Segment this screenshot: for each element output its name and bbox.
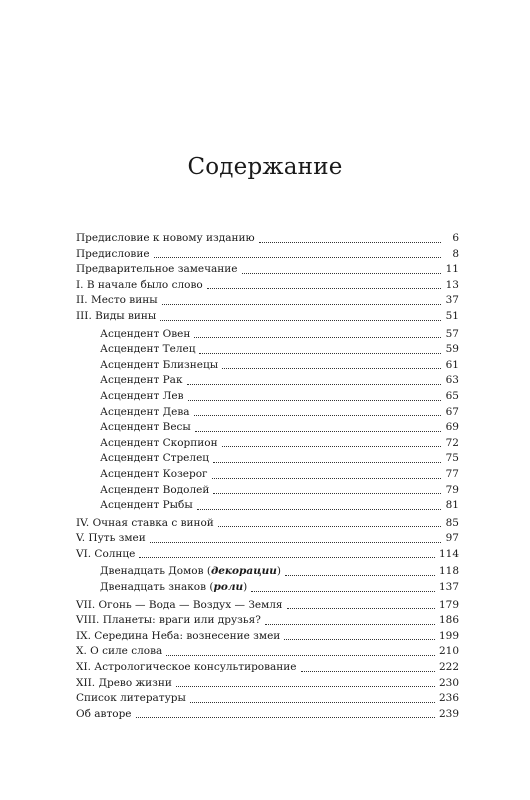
dot-leader — [190, 692, 435, 703]
dot-leader — [242, 263, 441, 274]
dot-leader — [251, 581, 435, 592]
toc-entry[interactable] — [76, 676, 459, 692]
toc-entry-page: 239 — [438, 707, 459, 720]
toc-entry-page: 61 — [445, 358, 459, 371]
dot-leader — [187, 374, 441, 385]
toc-subentry[interactable] — [76, 436, 459, 452]
dot-leader — [195, 421, 441, 432]
toc-entry-emphasis: роли — [213, 581, 244, 594]
toc-entry[interactable] — [76, 691, 459, 707]
dot-leader — [285, 565, 435, 576]
dot-leader — [213, 452, 441, 463]
toc-entry[interactable] — [76, 231, 459, 247]
toc-entry-page: 11 — [445, 263, 459, 276]
toc-entry[interactable] — [76, 547, 459, 563]
toc-entry-label: VI. Солнце — [76, 547, 136, 560]
dot-leader — [136, 707, 435, 718]
dot-leader — [166, 645, 435, 656]
toc-entry-label: Асцендент Дева — [100, 405, 190, 418]
toc-entry-label: Асцендент Рак — [100, 374, 183, 387]
toc-entry[interactable] — [76, 531, 459, 547]
toc-entry[interactable] — [76, 660, 459, 676]
toc-entry-page: 186 — [438, 614, 459, 627]
toc-entry-page: 37 — [445, 294, 459, 307]
toc-entry-page: 69 — [445, 421, 459, 434]
dot-leader — [162, 294, 441, 305]
toc-subentry[interactable] — [76, 327, 459, 343]
toc-entry[interactable] — [76, 644, 459, 660]
dot-leader — [194, 405, 441, 416]
dot-leader — [259, 232, 441, 243]
dot-leader — [222, 436, 441, 447]
dot-leader — [199, 343, 441, 354]
toc-entry-page: 79 — [445, 483, 459, 496]
dot-leader — [265, 614, 435, 625]
toc-entry-page: 8 — [452, 247, 459, 260]
toc-subentry[interactable] — [76, 389, 459, 405]
toc-subentry[interactable] — [76, 373, 459, 389]
toc-entry-label: II. Место вины — [76, 294, 158, 307]
toc-subentry[interactable] — [76, 498, 459, 514]
toc-entry-label: V. Путь змеи — [76, 532, 146, 545]
toc-entry[interactable] — [76, 629, 459, 645]
toc-entry-page: 114 — [438, 547, 459, 560]
toc-entry-page: 199 — [438, 629, 459, 642]
toc-entry-page: 81 — [445, 499, 459, 512]
toc-entry-label: XII. Древо жизни — [76, 676, 172, 689]
page-title: Содержание — [187, 154, 343, 180]
dot-leader — [212, 468, 441, 479]
toc-entry-page: 236 — [438, 692, 459, 705]
dot-leader — [284, 629, 435, 640]
toc-entry-page: 137 — [438, 581, 459, 594]
toc-entry[interactable] — [76, 613, 459, 629]
toc-subentry[interactable] — [76, 564, 459, 580]
toc-entry-label: Асцендент Лев — [100, 389, 184, 402]
dot-leader — [188, 390, 441, 401]
toc-entry[interactable] — [76, 293, 459, 309]
toc-entry[interactable] — [76, 707, 459, 723]
toc-entry-label: Асцендент Близнецы — [100, 358, 219, 371]
toc-subentry[interactable] — [76, 483, 459, 499]
toc-entry-label: Список литературы — [76, 692, 186, 705]
toc-subentry[interactable] — [76, 580, 459, 596]
dot-leader — [287, 598, 435, 609]
toc-entry[interactable] — [76, 598, 459, 614]
toc-entry-label: IV. Очная ставка с виной — [76, 516, 214, 529]
toc-entry-page: 179 — [438, 598, 459, 611]
toc-entry-label: Асцендент Стрелец — [100, 452, 210, 465]
toc-entry-label: Об авторе — [76, 707, 132, 720]
toc-entry-page: 65 — [445, 389, 459, 402]
toc-entry-label: Асцендент Овен — [100, 327, 191, 340]
toc-entry-page: 13 — [445, 278, 459, 291]
dot-leader — [207, 278, 441, 289]
toc-entry-page: 230 — [438, 676, 459, 689]
dot-leader — [139, 547, 435, 558]
dot-leader — [176, 676, 435, 687]
toc-entry-page: 97 — [445, 532, 459, 545]
toc-entry-label: Асцендент Телец — [100, 343, 196, 356]
dot-leader — [213, 483, 441, 494]
toc-subentry[interactable] — [76, 405, 459, 421]
toc-entry-page: 75 — [445, 452, 459, 465]
table-of-contents — [76, 231, 459, 722]
toc-subentry[interactable] — [76, 342, 459, 358]
toc-entry-page: 51 — [445, 309, 459, 322]
dot-leader — [160, 310, 441, 321]
toc-entry-label: VIII. Планеты: враги или друзья? — [76, 614, 261, 627]
toc-entry-label: Асцендент Козерог — [100, 467, 208, 480]
dot-leader — [150, 532, 441, 543]
dot-leader — [194, 327, 441, 338]
toc-entry[interactable] — [76, 309, 459, 325]
toc-entry-page: 85 — [445, 516, 459, 529]
toc-entry-page: 57 — [445, 327, 459, 340]
toc-entry-page: 63 — [445, 374, 459, 387]
toc-entry-page: 59 — [445, 343, 459, 356]
toc-entry-label: IX. Середина Неба: вознесение змеи — [76, 629, 281, 642]
toc-entry-page: 77 — [445, 467, 459, 480]
toc-entry-page: 6 — [452, 232, 459, 244]
toc-entry-label: Предварительное замечание — [76, 263, 238, 276]
toc-entry-label: I. В начале было слово — [76, 278, 203, 291]
toc-entry-page: 222 — [438, 661, 459, 674]
toc-entry-emphasis: декорации — [210, 565, 277, 578]
toc-entry-label: Асцендент Водолей — [100, 483, 210, 496]
toc-entry-page: 72 — [445, 436, 459, 449]
toc-entry-page: 118 — [438, 565, 459, 578]
dot-leader — [301, 661, 435, 672]
toc-entry[interactable] — [76, 516, 459, 532]
dot-leader — [197, 499, 441, 510]
toc-entry-label: Асцендент Рыбы — [100, 499, 193, 512]
toc-subentry[interactable] — [76, 451, 459, 467]
toc-entry-label: Предисловие — [76, 247, 150, 260]
dot-leader — [222, 358, 441, 369]
toc-entry-label: Двенадцать знаков (роли) — [100, 581, 248, 594]
toc-entry-page: 210 — [438, 645, 459, 658]
dot-leader — [218, 516, 441, 527]
toc-entry-label: XI. Астрологическое консультирование — [76, 661, 297, 674]
toc-entry-label: VII. Огонь — Вода — Воздух — Земля — [76, 598, 283, 611]
toc-subentry[interactable] — [76, 358, 459, 374]
toc-entry-label: X. О силе слова — [76, 645, 163, 658]
dot-leader — [154, 247, 441, 258]
toc-entry[interactable] — [76, 247, 459, 263]
toc-entry-label: Двенадцать Домов (декорации) — [100, 565, 282, 578]
toc-entry-page: 67 — [445, 405, 459, 418]
toc-entry[interactable] — [76, 262, 459, 278]
toc-entry-label: III. Виды вины — [76, 309, 157, 322]
toc-entry[interactable] — [76, 278, 459, 294]
toc-subentry[interactable] — [76, 420, 459, 436]
toc-entry-label: Предисловие к новому изданию — [76, 232, 255, 244]
toc-entry-label: Асцендент Весы — [100, 421, 191, 434]
toc-subentry[interactable] — [76, 467, 459, 483]
toc-entry-label: Асцендент Скорпион — [100, 436, 218, 449]
